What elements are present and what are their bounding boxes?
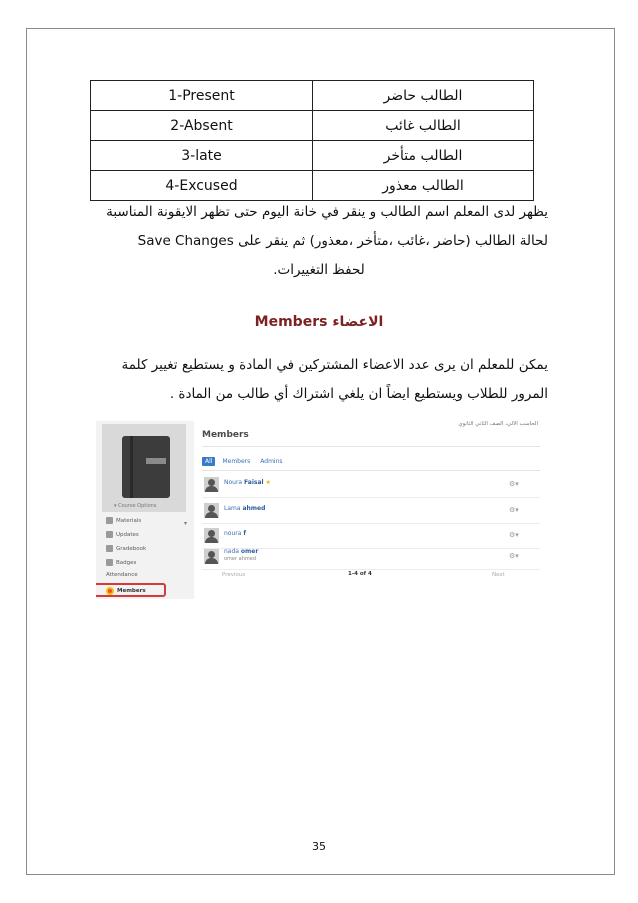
avatar — [204, 549, 219, 564]
avatar — [204, 503, 219, 518]
course-options-label[interactable]: ▾ Course Options — [114, 503, 157, 509]
tab-members[interactable]: Members — [222, 458, 251, 465]
tab-all[interactable]: All — [202, 457, 215, 466]
table-row — [91, 111, 534, 141]
pagination — [202, 570, 540, 582]
list-item — [202, 473, 540, 498]
table-row — [91, 141, 534, 171]
member-name[interactable]: nada omer — [224, 548, 259, 555]
gear-icon[interactable]: ⚙▾ — [509, 531, 519, 539]
breadcrumb[interactable]: الحاسب الآلي، الصف الثاني الثانوي — [458, 421, 538, 427]
folder-icon — [106, 517, 113, 524]
gear-icon[interactable]: ⚙▾ — [509, 506, 519, 514]
tab-admins[interactable]: Admins — [260, 458, 283, 465]
table-row — [91, 81, 534, 111]
paragraph-line: المرور للطلاب ويستطيع ايضاً ان يلغي اشتراك أي طالب من المادة . — [169, 386, 548, 402]
page-count: 1-4 of 4 — [348, 571, 372, 577]
updates-icon — [106, 531, 113, 538]
book-icon — [122, 436, 170, 498]
next-button[interactable]: Next — [492, 572, 505, 578]
member-filter-tabs — [202, 457, 286, 466]
sidebar-item-materials[interactable]: Materials — [106, 517, 141, 524]
member-subtitle: omer ahmed — [224, 556, 257, 562]
members-screenshot — [96, 421, 544, 599]
course-sidebar — [96, 421, 194, 599]
highlight-box — [96, 583, 166, 597]
sidebar-item-updates[interactable]: Updates — [106, 531, 139, 538]
attendance-status-table — [90, 80, 534, 201]
status-code: 2-Absent — [91, 111, 313, 141]
page-number: 35 — [312, 840, 326, 853]
avatar — [204, 528, 219, 543]
list-item — [202, 545, 540, 570]
members-panel — [198, 421, 544, 599]
table-row — [91, 171, 534, 201]
status-code: 3-late — [91, 141, 313, 171]
status-code: 1-Present — [91, 81, 313, 111]
paragraph-line: لحالة الطالب (حاضر ،غائب ،متأخر ،معذور) ثم ينقر على Save Changes — [137, 233, 548, 249]
sidebar-item-gradebook[interactable]: Gradebook — [106, 545, 146, 552]
course-image — [102, 424, 186, 512]
gear-icon[interactable]: ⚙▾ — [509, 552, 519, 560]
section-heading: الاعضاء Members — [254, 314, 384, 330]
badge-icon — [106, 559, 113, 566]
paragraph-line: لحفظ التغييرات. — [273, 262, 365, 278]
star-icon: ★ — [265, 479, 271, 486]
status-description: الطالب غائب — [313, 111, 534, 141]
avatar — [204, 477, 219, 492]
member-name[interactable]: Lama ahmed — [224, 505, 266, 512]
gear-icon[interactable]: ⚙▾ — [509, 480, 519, 488]
status-description: الطالب حاضر — [313, 81, 534, 111]
sidebar-item-badges[interactable]: Badges — [106, 559, 136, 566]
list-item — [202, 499, 540, 524]
sidebar-item-attendance[interactable]: Attendance — [106, 572, 138, 578]
page-title: Members — [202, 430, 249, 440]
previous-button[interactable]: Previous — [222, 572, 246, 578]
gradebook-icon — [106, 545, 113, 552]
paragraph-line: يمكن للمعلم ان يرى عدد الاعضاء المشتركين في المادة و يستطيع تغيير كلمة — [121, 357, 548, 373]
status-description: الطالب معذور — [313, 171, 534, 201]
member-name[interactable]: Noura Faisal ★ — [224, 479, 271, 486]
paragraph-line: يظهر لدى المعلم اسم الطالب و ينقر في خانة اليوم حتى تظهر الايقونة المناسبة — [106, 204, 548, 220]
chevron-down-icon[interactable]: ▾ — [184, 520, 188, 527]
sidebar-item-members[interactable]: Members — [106, 587, 146, 595]
member-name[interactable]: noura f — [224, 530, 246, 537]
status-code: 4-Excused — [91, 171, 313, 201]
status-description: الطالب متأخر — [313, 141, 534, 171]
